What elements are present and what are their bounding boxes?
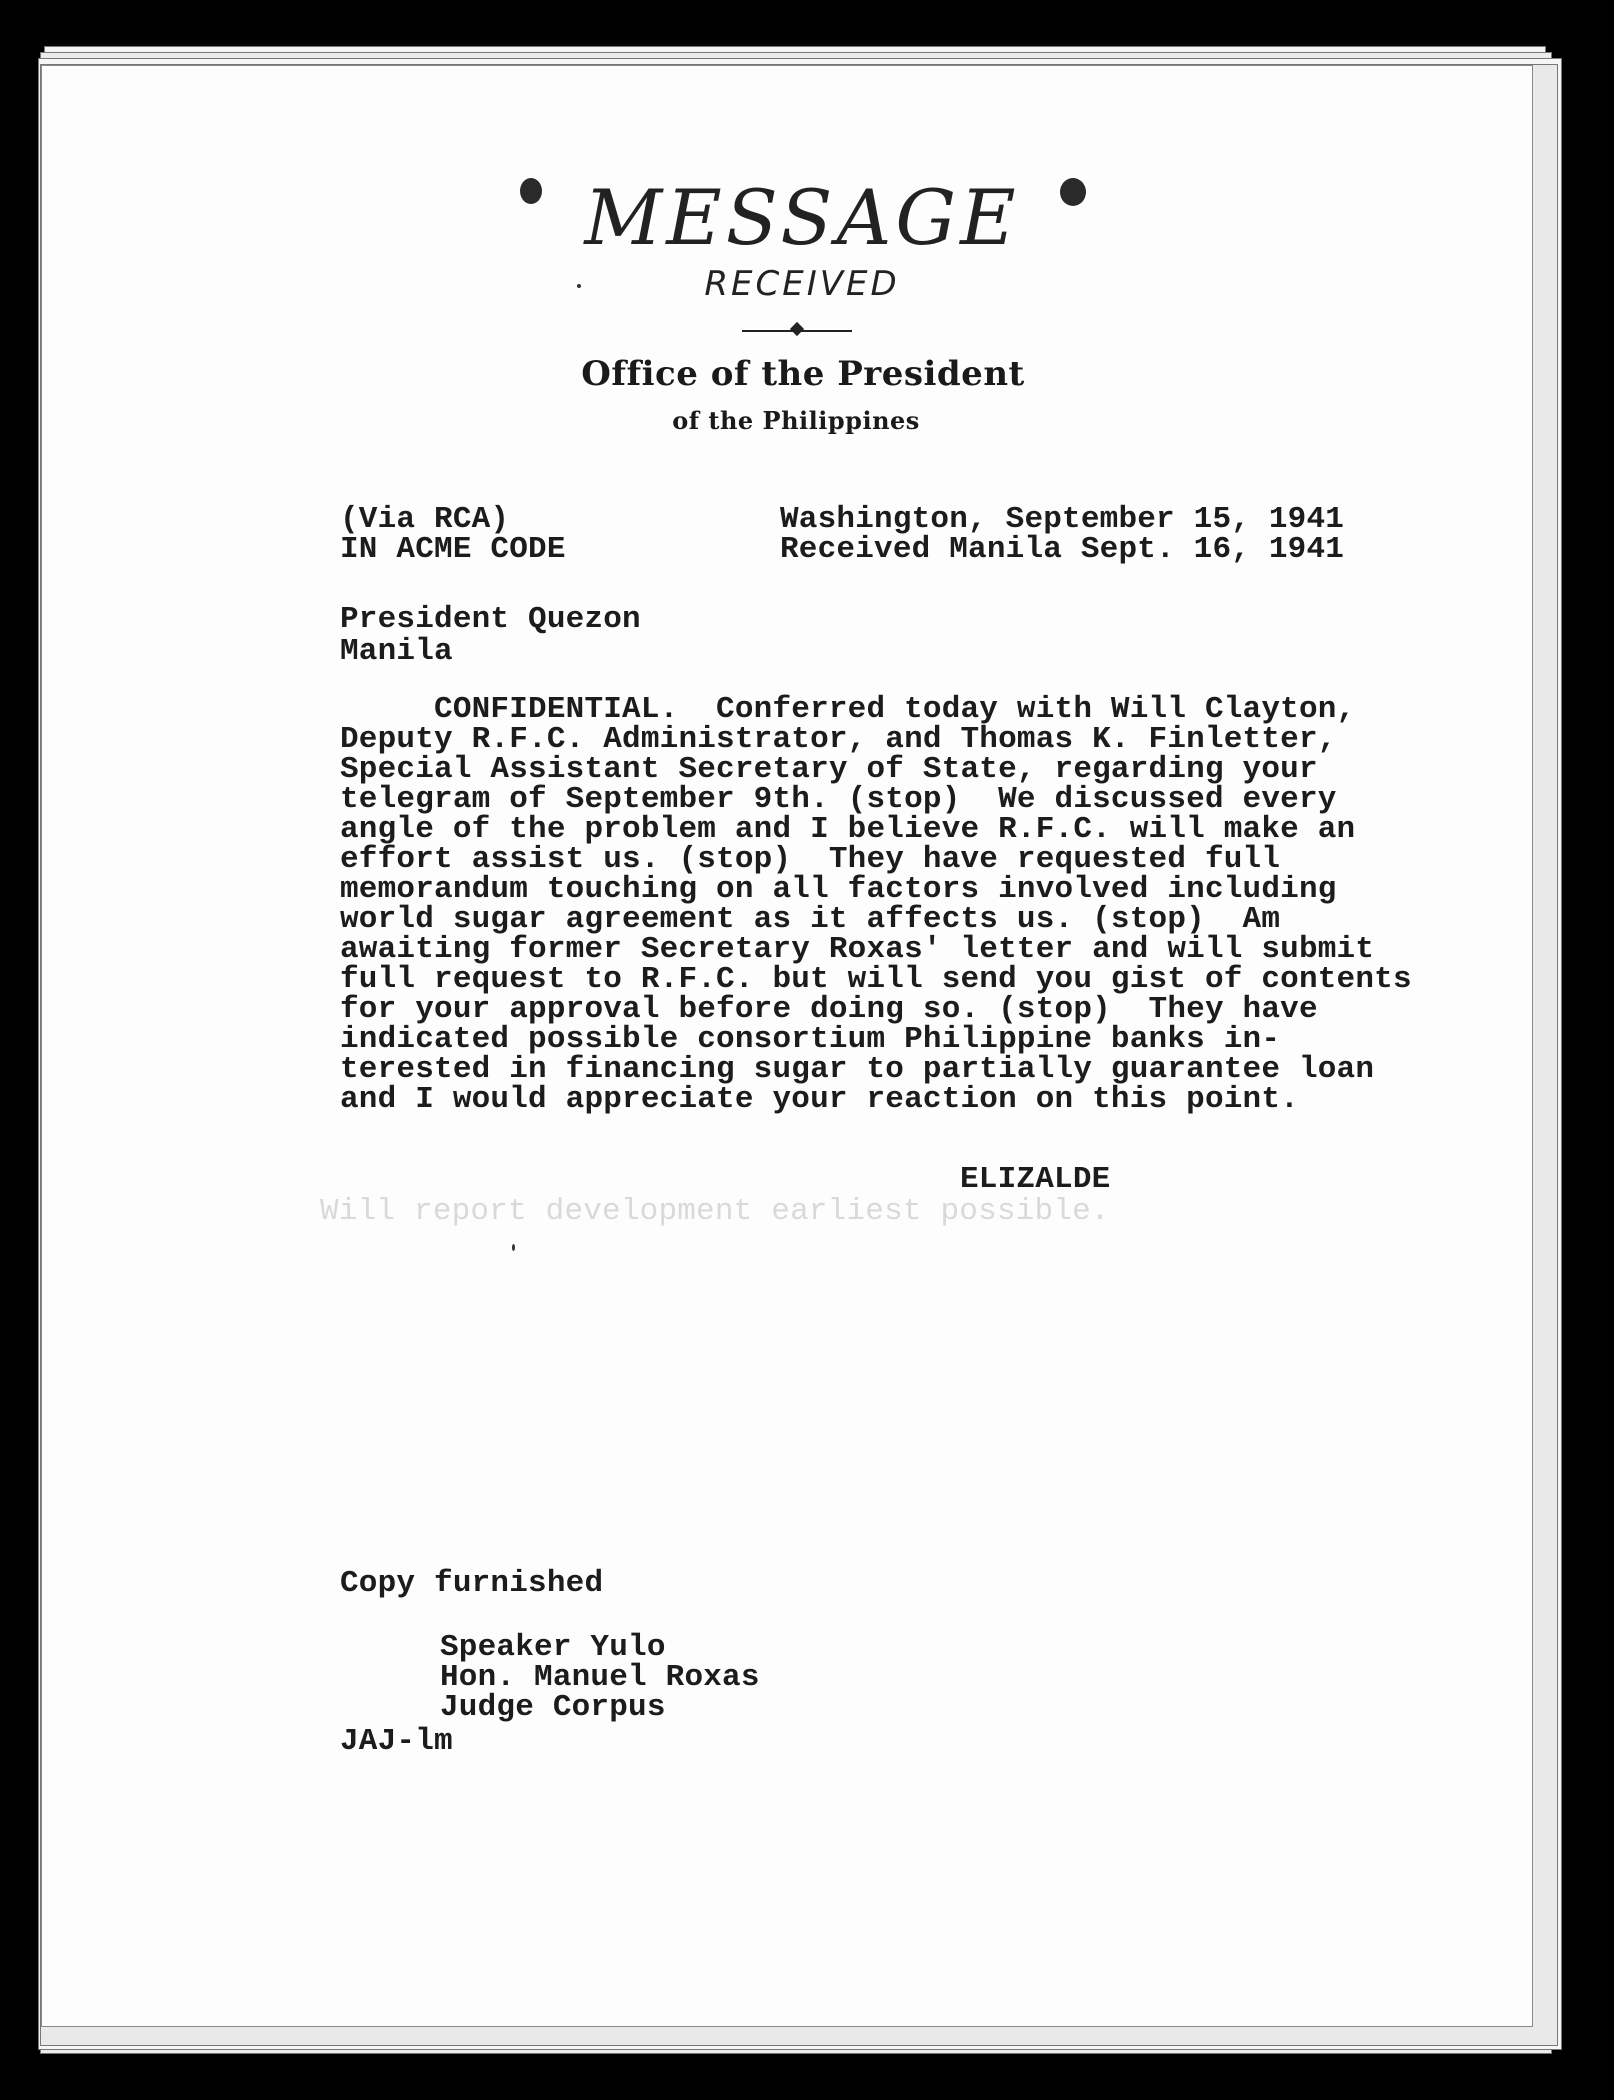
divider-ornament — [790, 322, 804, 336]
body-line: terested in financing sugar to partially guarantee loan — [340, 1052, 1375, 1087]
body-line: indicated possible consortium Philippine banks in- — [340, 1022, 1281, 1057]
copy-recipient: Judge Corpus — [440, 1690, 666, 1725]
copy-heading: Copy furnished — [340, 1566, 604, 1601]
office-heading: Office of the President — [581, 354, 1025, 394]
body-line: memorandum touching on all factors involved including — [340, 872, 1337, 907]
message-subtitle: RECEIVED — [704, 264, 900, 304]
addressee-name: President Quezon — [340, 602, 641, 637]
office-subheading: of the Philippines — [672, 406, 920, 435]
signature: ELIZALDE — [960, 1162, 1111, 1197]
origin-line: Washington, September 15, 1941 — [780, 502, 1345, 537]
addressee-city: Manila — [340, 634, 453, 669]
body-line: for your approval before doing so. (stop) They have — [340, 992, 1318, 1027]
body-line: and I would appreciate your reaction on this point. — [340, 1082, 1299, 1117]
message-page — [42, 66, 1532, 2026]
message-title: MESSAGE — [584, 173, 1020, 262]
body-line: Deputy R.F.C. Administrator, and Thomas K. Finletter, — [340, 722, 1337, 757]
copy-recipient: Speaker Yulo — [440, 1630, 666, 1665]
body-line: effort assist us. (stop) They have requested full — [340, 842, 1281, 877]
ink-speck — [512, 1244, 515, 1251]
body-line: Special Assistant Secretary of State, regarding your — [340, 752, 1318, 787]
body-line: telegram of September 9th. (stop) We discussed every — [340, 782, 1337, 817]
faint-show-through-line: Will report development earliest possible. — [320, 1194, 1110, 1229]
received-line: Received Manila Sept. 16, 1941 — [780, 532, 1345, 567]
copy-recipient: Hon. Manuel Roxas — [440, 1660, 760, 1695]
body-line: CONFIDENTIAL. Conferred today with Will Clayton, — [340, 692, 1356, 727]
body-line: angle of the problem and I believe R.F.C. will make an — [340, 812, 1356, 847]
code-line: IN ACME CODE — [340, 532, 566, 567]
via-line: (Via RCA) — [340, 502, 510, 537]
message-body — [340, 694, 1440, 1134]
typist-initials: JAJ-lm — [340, 1724, 453, 1759]
body-line: full request to R.F.C. but will send you gist of contents — [340, 962, 1412, 997]
body-line: awaiting former Secretary Roxas' letter and will submit — [340, 932, 1375, 967]
body-line: world sugar agreement as it affects us. (stop) Am — [340, 902, 1281, 937]
